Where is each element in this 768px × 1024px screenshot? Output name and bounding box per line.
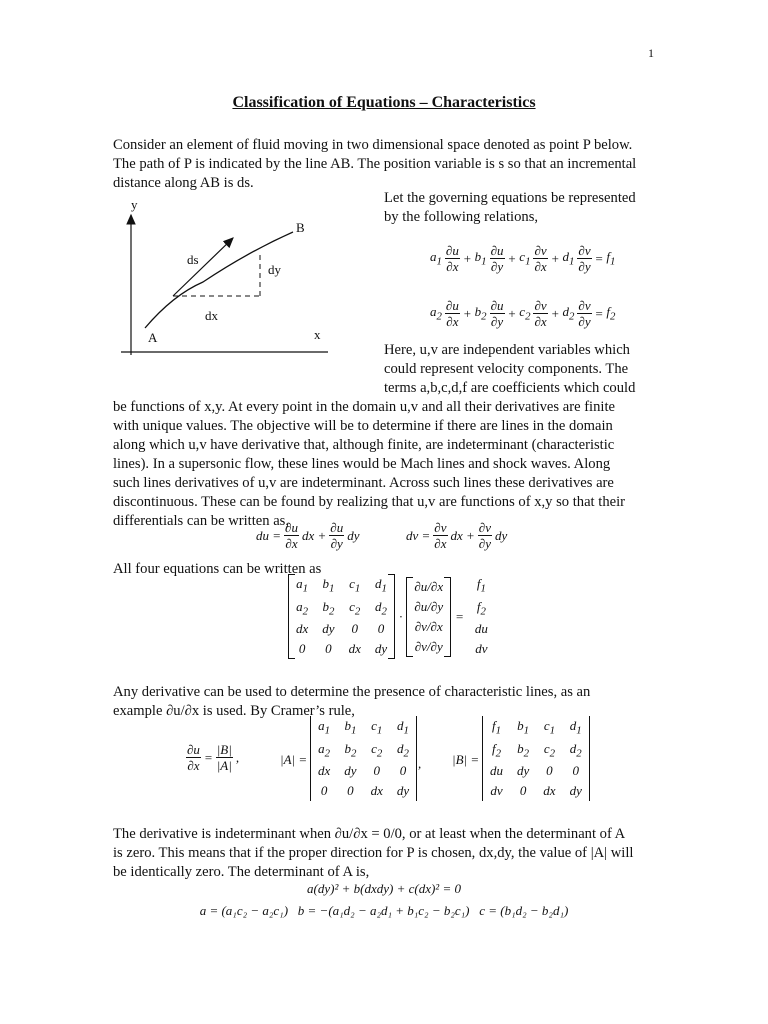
diagram-ds-label: ds [187,252,199,267]
matrix-row [468,597,495,620]
diagram-A-label: A [148,330,158,345]
matrix-row [483,781,589,801]
matrix-row [311,716,416,739]
matrix-row [289,619,394,639]
matrix-cell: dy [569,783,582,799]
cramer-rule: $\frac{\partial u}{\partial x}$ = $\frac{|B|}{|A|}$ , [187,742,240,773]
abs-A-label: |A| = [280,752,308,767]
matrix-cell: $c_2$ [371,740,383,760]
body-line-1: be functions of x,y. At every point in the domain u,v and all their derivatives are finite [113,399,615,415]
differential-du: du = $\frac{\partial u}{\partial x}$ dx + $\frac{\partial u}{\partial y}$ dy [256,520,360,551]
determinant-A [310,716,417,801]
body-line-2: with unique values. The objective will be to determine if there are lines in the domain [113,418,613,434]
body-line-5: such lines derivatives of u,v are indeterminant. Across such lines these derivatives are [113,475,614,491]
matrix-row [311,739,416,762]
cramer-line-2: example ∂u/∂x is used. By Cramer’s rule, [113,703,355,719]
matrix-cell: 0 [351,621,358,637]
matrix-cell: du [490,763,503,779]
diagram-y-label: y [131,197,138,212]
matrix-cell: $d_1$ [375,576,387,595]
body-line-7: differentials can be written as, [113,513,290,529]
matrix-cell: $f_2$ [476,598,486,618]
matrix-cell: $f_2$ [491,740,502,760]
matrix-row [289,574,394,597]
matrix-cell: 0 [377,621,385,637]
matrix-row [407,617,450,637]
matrix-row [407,597,450,617]
rhs-vector [468,574,495,659]
matrix-cell: $a_2$ [318,740,331,760]
matrix-cell: dv [475,641,488,657]
matrix-cell: ∂v/∂y [414,638,443,654]
matrix-cell: du [474,621,488,637]
matrix-cell: $c_1$ [543,718,556,737]
matrix-cell: $c_1$ [349,576,361,595]
diagram-B-label: B [296,220,305,235]
diagram-dy-label: dy [268,262,281,277]
diagram-dx-label: dx [205,308,218,323]
coefficient-equations: a = (a₁c₂ − a₂c₁) b = −(a₁d₂ − a₂d₁ + b₁c₂ − b₂c₁) c = (b₁d₂ − b₂d₁) [199,903,569,918]
matrix-row [468,619,495,639]
right-line-1: Let the governing equations be represented [384,190,636,206]
matrix-cell: $f_1$ [476,576,486,595]
matrix-cell: ∂u/∂x [414,578,444,594]
matrix-cell: 0 [399,763,407,779]
matrix-row [468,639,495,659]
matrix-cell: 0 [347,783,354,799]
matrix-cell: $d_2$ [375,598,387,618]
ds-arrow [173,238,233,296]
matrix-row [483,716,589,739]
matrix-cell: $b_1$ [344,718,357,737]
matrix-row [407,577,450,597]
matrix-cell: $b_1$ [322,576,335,595]
matrix-cell: dx [296,621,309,637]
all-four-text: All four equations can be written as [113,561,322,577]
matrix-cell: dx [318,763,331,779]
matrix-cell: 0 [325,641,332,657]
intro-line-1: Consider an element of fluid moving in two dimensional space denoted as point P below. [113,137,633,153]
matrix-cell: 0 [320,783,328,799]
matrix-cell: $d_1$ [569,718,582,737]
governing-equation-2: $a_2$ $\frac{\partial u}{\partial x}$ + $b_2$ $\frac{\partial u}{\partial y}$ + $c_2$ $\frac{\partial v}{\partial x}$ + $d_2$ $\frac{\partial v}{\partial y}$ = $f_2$ [430,298,616,329]
det-A-comma: , [418,756,422,771]
abs-B-label: |B| = [452,752,480,767]
matrix-row [289,639,394,659]
body-line-4: lines). In a supersonic flow, these lines would be Mach lines and shock waves. Along [113,456,611,472]
matrix-cell: 0 [572,763,579,779]
matrix-cell: dv [490,783,503,799]
cramer-line-1: Any derivative can be used to determine the presence of characteristic lines, as an [113,684,591,700]
matrix-cell: 0 [546,763,553,779]
matrix-cell: dx [370,783,383,799]
body-line-6: discontinuous. These can be found by realizing that u,v are functions of x,y so that their [113,494,626,510]
matrix-cell: $b_2$ [344,740,357,760]
path-AB [145,232,293,328]
matrix-cell: dx [348,641,361,657]
matrix-row [289,597,394,620]
matrix-cell: dy [322,621,335,637]
matrix-cell: ∂u/∂y [414,598,444,614]
matrix-row [311,781,416,801]
matrix-cell: dy [344,763,357,779]
matrix-cell: $b_2$ [322,598,335,618]
matrix-cell: $c_1$ [371,718,383,737]
matrix-row [311,761,416,781]
matrix-cell: $d_1$ [397,718,409,737]
matrix-system: $a_1$ $b_1$ $c_1$ $d_1$ $a_2$ $b_2$ $c_2$ $d_2$ dx dy 0 0 0 0 dx dy · ∂u/∂x ∂u/∂y ∂v/∂x ∂v/∂y = $f_1$ $f_2$ du dv [288,574,495,659]
matrix-cell: $f_1$ [491,718,502,737]
final-line-2: is zero. This means that if the proper direction for P is chosen, dx,dy, the value of |A| will [113,845,634,861]
matrix-cell: $a_1$ [296,576,309,595]
matrix-cell: $c_2$ [349,598,361,618]
here-line-1: Here, u,v are independent variables which [384,342,630,358]
matrix-cell: 0 [519,783,527,799]
matrix-row [483,761,589,781]
matrix-cell: ∂v/∂x [414,618,443,634]
determinant-B [482,716,590,801]
matrix-cell: 0 [298,641,306,657]
matrix-cell: dy [374,641,388,657]
final-line-1: The derivative is indeterminant when ∂u/∂x = 0/0, or at least when the determinant of A [113,826,626,842]
matrix-cell: $a_1$ [318,718,331,737]
matrix-cell: dy [517,763,530,779]
matrix-cell: $b_2$ [517,740,530,760]
body-line-3: along which u,v have derivative that, although finite, are indeterminant (characteristic [113,437,615,453]
matrix-cell: $a_2$ [296,598,309,618]
differential-dv: dv = $\frac{\partial v}{\partial x}$ dx + $\frac{\partial v}{\partial y}$ dy [406,520,508,551]
intro-line-3: distance along AB is ds. [113,175,254,191]
diagram-x-label: x [314,327,321,342]
right-line-2: by the following relations, [384,209,539,225]
matrix-row [407,637,450,657]
matrix-cell: $c_2$ [543,740,556,760]
matrix-cell: $d_2$ [569,740,582,760]
here-line-2: could represent velocity components. The [384,361,629,377]
here-line-3: terms a,b,c,d,f are coefficients which could [384,380,636,396]
matrix-row [483,739,589,762]
page-title: Classification of Equations – Characteristics [232,94,536,111]
matrix-cell: dy [396,783,410,799]
matrix-row [468,574,495,597]
coefficient-matrix [288,574,395,659]
governing-equation-1: $a_1$ $\frac{\partial u}{\partial x}$ + $b_1$ $\frac{\partial u}{\partial y}$ + $c_1$ $\frac{\partial v}{\partial x}$ + $d_1$ $\frac{\partial v}{\partial y}$ = $f_1$ [430,243,616,274]
page-number: 1 [648,46,654,60]
intro-line-2: The path of P is indicated by the line AB. The position variable is s so that an incremental [113,156,637,172]
matrix-cell: $b_1$ [517,718,530,737]
determinant-equation: a(dy)² + b(dxdy) + c(dx)² = 0 [307,881,461,896]
matrix-cell: 0 [373,763,380,779]
matrix-cell: $d_2$ [397,740,409,760]
derivative-vector [406,577,451,657]
final-line-3: be identically zero. The determinant of A is, [113,864,370,880]
matrix-cell: dx [543,783,556,799]
